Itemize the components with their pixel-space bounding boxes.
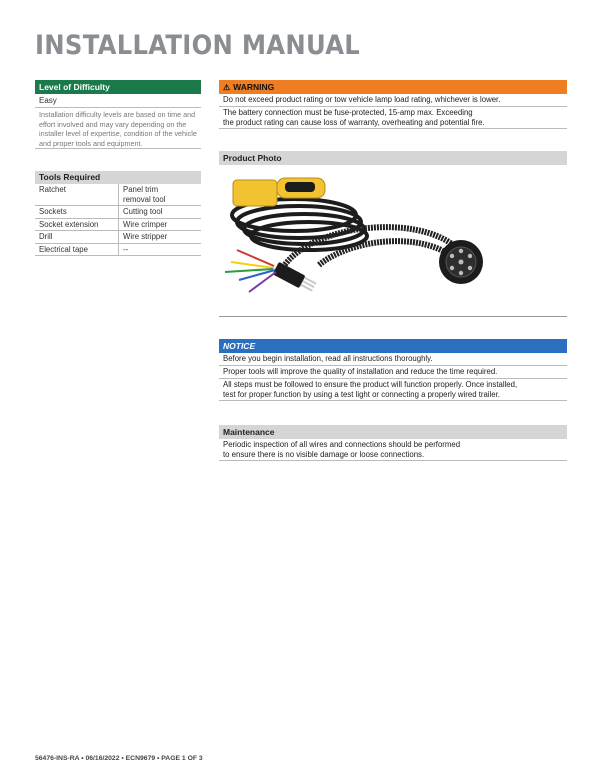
- difficulty-divider: [35, 148, 201, 149]
- tool-cell: Sockets: [35, 206, 119, 219]
- wire-leads-icon: [225, 250, 276, 292]
- table-row: [35, 243, 201, 256]
- difficulty-heading: Level of Difficulty: [35, 80, 201, 94]
- tool-cell: Cutting tool: [119, 206, 202, 219]
- tool-cell: Socket extension: [35, 218, 119, 231]
- tool-cell: Panel trim removal tool: [119, 184, 202, 206]
- warning-line: The battery connection must be fuse-protected, 15-amp max. Exceeding the product rating can cause loss of warranty, overheating and potential fire.: [219, 107, 567, 129]
- maintenance-heading: Maintenance: [219, 425, 567, 439]
- tools-heading: Tools Required: [35, 171, 201, 184]
- tool-cell: Wire crimper: [119, 218, 202, 231]
- warning-heading: [219, 80, 567, 94]
- cable-coil-icon: [232, 199, 367, 250]
- table-row: [35, 231, 201, 244]
- notice-line: All steps must be followed to ensure the product will function properly. Once installed, test for proper function by using a test light or connecting a properly wired trailer.: [219, 379, 567, 401]
- warning-triangle-icon: ⚠: [223, 83, 231, 92]
- page-title: INSTALLATION MANUAL: [35, 30, 361, 61]
- notice-line: Before you begin installation, read all instructions thoroughly.: [219, 353, 567, 366]
- yellow-connector-icon: [233, 178, 325, 206]
- warning-heading-label: WARNING: [233, 82, 275, 92]
- table-row: [35, 206, 201, 219]
- tool-cell: Electrical tape: [35, 243, 119, 256]
- notice-line: Proper tools will improve the quality of installation and reduce the time required.: [219, 366, 567, 379]
- tool-cell: Wire stripper: [119, 231, 202, 244]
- tool-cell: Ratchet: [35, 184, 119, 206]
- table-row: [35, 218, 201, 231]
- notice-heading: NOTICE: [219, 339, 567, 353]
- tools-table: [35, 184, 201, 256]
- difficulty-level: Easy: [35, 94, 201, 108]
- table-row: [35, 184, 201, 206]
- flat-4-pin-connector-icon: [272, 262, 316, 291]
- tool-cell: Drill: [35, 231, 119, 244]
- round-7-way-connector-icon: [439, 240, 483, 284]
- warning-line: Do not exceed product rating or tow vehicle lamp load rating, whichever is lower.: [219, 94, 567, 107]
- maintenance-text: Periodic inspection of all wires and connections should be performed to ensure there is no visible damage or loose connections.: [219, 439, 567, 461]
- product-photo-heading: Product Photo: [219, 151, 567, 165]
- photo-divider: [219, 316, 567, 317]
- difficulty-description: Installation difficulty levels are based on time and effort involved and may vary depending on the installer level of expertise, condition of the vehicle and proper tools and equipment.: [39, 110, 197, 148]
- tool-cell: --: [119, 243, 202, 256]
- product-photo: [219, 170, 567, 310]
- document-footer: 56476-INS-RA • 06/16/2022 • ECN9679 • PAGE 1 OF 3: [35, 755, 203, 762]
